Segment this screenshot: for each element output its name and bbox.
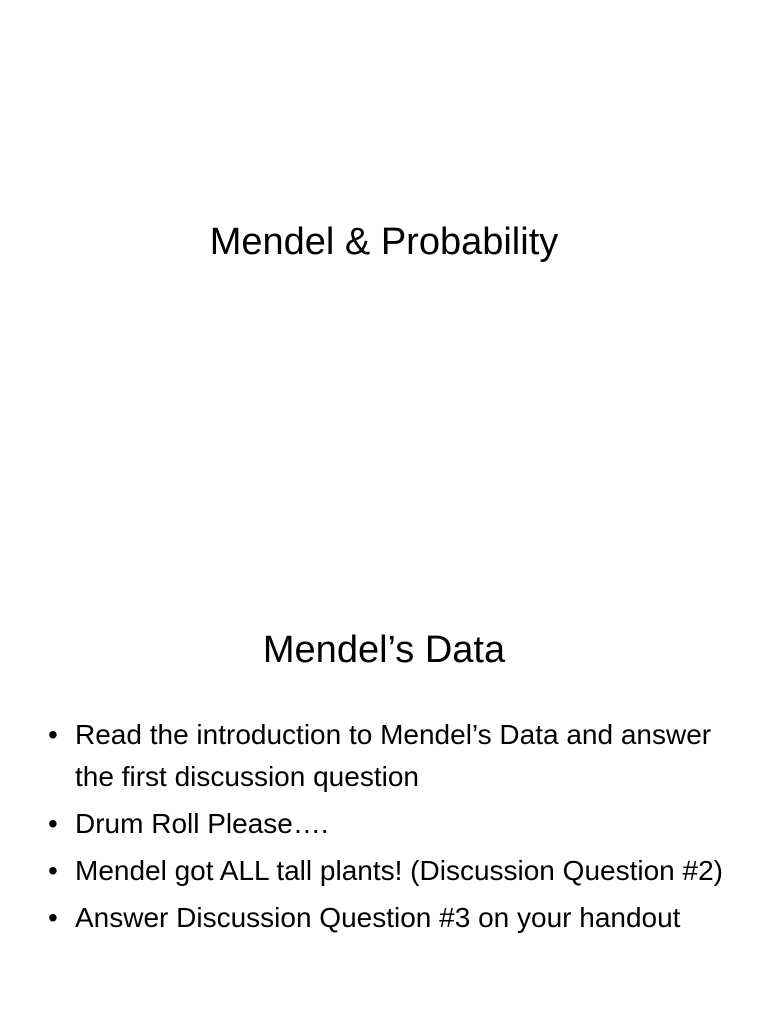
bullet-item: [48, 803, 738, 845]
bullet-item: [48, 897, 738, 939]
bullet-text: Answer Discussion Question #3 on your handout: [75, 902, 681, 933]
bullet-icon: •: [48, 808, 58, 839]
content-slide: [0, 576, 768, 1024]
bullet-text: Drum Roll Please….: [75, 808, 329, 839]
slide-title: Mendel & Probability: [209, 221, 559, 263]
bullet-icon: •: [48, 902, 58, 933]
bullet-item: [48, 714, 738, 798]
bullet-icon: •: [48, 719, 58, 750]
bullet-text: Mendel got ALL tall plants! (Discussion Question #2): [75, 855, 723, 886]
bullet-icon: •: [48, 855, 58, 886]
bullet-list: [48, 714, 738, 944]
bullet-item: [48, 850, 738, 892]
slide-heading: Mendel’s Data: [262, 629, 506, 671]
bullet-text: Read the introduction to Mendel’s Data and answer the first discussion question: [75, 719, 712, 792]
